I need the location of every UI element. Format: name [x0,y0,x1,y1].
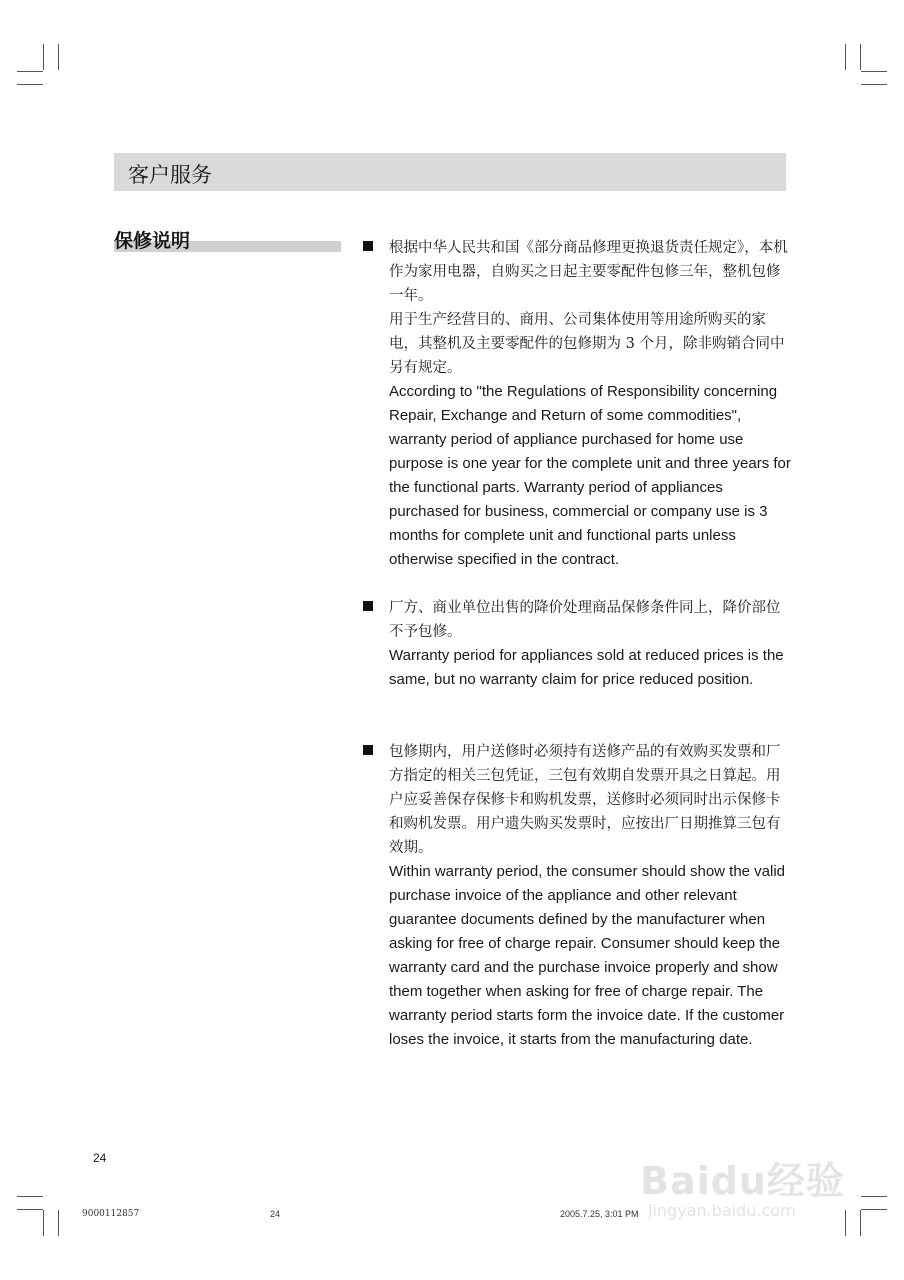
item-cn-text: 包修期内，用户送修时必须持有送修产品的有效购买发票和厂方指定的相关三包凭证，三包有效期自发票开具之日算起。用户应妥善保存保修卡和购机发票，送修时必须同时出示保修卡和购机发票。用户遗失购买发票时，应按出厂日期推算三包有效期。 [389,744,781,856]
item-en-text: According to "the Regulations of Responsibility concerning Repair, Exchange and Return of some commodities", warranty period of appliance purchased for home use purpose is one year for the complete unit and three years for the functional parts. Warranty period of appliances purchased for business, commercial or company use is 3 months for complete unit and functional parts unless otherwise specified in the contract. [389,383,791,568]
crop-mark [861,84,887,85]
item-cn-text: 厂方、商业单位出售的降价处理商品保修条件同上，降价部位不予包修。 [389,600,781,640]
crop-mark [861,1196,887,1197]
watermark [640,1150,845,1220]
item-cn-text: 用于生产经营目的、商用、公司集体使用等用途所购买的家电，其整机及主要零配件的包修期为 3 个月，除非购销合同中另有规定。 [389,312,785,376]
warranty-item-1 [363,236,793,572]
crop-mark [17,84,43,85]
crop-mark [43,44,44,70]
bullet-icon [363,745,373,755]
crop-mark [58,1210,59,1236]
item-en-text: Warranty period for appliances sold at reduced prices is the same, but no warranty claim for price reduced position. [389,647,784,688]
bullet-icon [363,241,373,251]
crop-mark [860,44,861,70]
item-cn-text: 根据中华人民共和国《部分商品修理更换退货责任规定》，本机作为家用电器，自购买之日起主要零配件包修三年，整机包修一年。 [389,240,788,304]
section-title: 保修说明 [114,230,191,252]
watermark-logo: Baidu经验 [640,1159,845,1203]
item-en-text: Within warranty period, the consumer should show the valid purchase invoice of the appliance and other relevant guarantee documents defined by the manufacturer when asking for free of charge repair. Consumer should keep the warranty card and the purchase invoice properly and show them together when asking for free of charge repair. The warranty period starts form the invoice date. If the customer loses the invoice, it starts from the manufacturing date. [389,863,786,1048]
crop-mark [861,1209,887,1210]
crop-mark [845,44,846,70]
footer-page-ref: 24 [270,1209,281,1219]
crop-mark [17,71,43,72]
warranty-item-2 [363,596,793,692]
header-bar [114,153,786,191]
crop-mark [17,1209,43,1210]
page-number: 24 [93,1151,107,1165]
page-title: 客户服务 [128,163,212,187]
crop-mark [58,44,59,70]
crop-mark [17,1196,43,1197]
crop-mark [861,71,887,72]
watermark-url: jingyan.baidu.com [648,1201,796,1220]
crop-mark [43,1210,44,1236]
footer-timestamp: 2005.7.25, 3:01 PM [560,1209,639,1219]
warranty-item-3 [363,740,793,1052]
crop-mark [860,1210,861,1236]
bullet-icon [363,601,373,611]
crop-mark [845,1210,846,1236]
footer-doc-id: 9000112857 [82,1209,140,1219]
